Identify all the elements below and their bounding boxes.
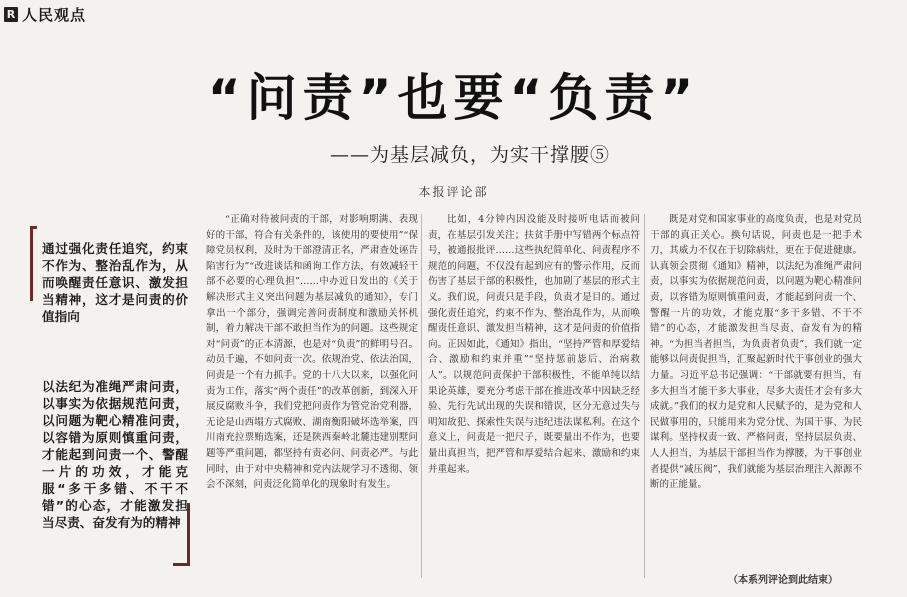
- byline: 本报评论部: [418, 185, 489, 199]
- column-1-text: “正确对待被问责的干部，对影响期满、表现好的干部，符合有关条件的，该使用的要使用”“保障党员权利，及时为干部澄清正名，严肃查处诬告陷害行为”“改进谈话和函询工作方法，有效减轻干部不必要的心理负担”……中办近日发出的《关于解决形式主义突出问题为基层减负的通知》，专门拿出一个部分，强调完善问责制度和激励关怀机制，着力解决干部不敢担当作为的问题。这些规定对“问责”的正本清源，也是对“负责”的鲜明号召。动员千遍，不如问责一次。依规治党、依法治国，问责是一个有力抓手。党的十八大以来，以强化问责为工作，落实“两个责任”的改革创新，到深入开展反腐败斗争，我们党把问责作为管党治党利器，无论是山西塌方式腐败、湖南衡阳破坏选举案，四川南充拉票贿选案，还是陕西秦岭北麓违建别墅问题等严重问题，都坚持有责必问、问责必严。与此同时，由于对中央精神和党内法规学习不透彻、领会不深刻，问责泛化简单化的现象时有发生。: [206, 214, 418, 491]
- logo: [4, 4, 86, 25]
- subhead: ——为基层减负，为实干撑腰⑤: [330, 144, 611, 166]
- pull-quote-sidebar: [30, 226, 190, 566]
- article-column-3: [650, 212, 862, 564]
- pull-quote-2: 以法纪为准绳严肃问责，以事实为依据规范问责，以问题为靶心精准问责，以容错为原则慎重问责，才能起到问责一个、警醒一片的功效，才能克服“多干多错、不干不错”的心态，才能激发担当尽责、奋发有为的精神: [42, 379, 188, 530]
- column-2-text: 比如，4分钟内因没能及时接听电话而被问责，在基层引发关注；扶贫手册中写错两个标点符号，被通报批评……这些执纪简单化、问责程序不规范的问题，不仅没有起到应有的警示作用，反而伤害了基层干部的积极性，也加剧了基层的形式主义。我们说，问责只是手段，负责才是目的。通过强化责任追究，约束不作为、整治乱作为，从而唤醒责任意识、激发担当精神，这才是问责的价值指向。正因如此，《通知》指出，“坚持严管和厚爱结合、激励和约束并重”“坚持惩前毖后、治病救人”。以规范问责保护干部积极性，不能单纯以结果论英雄，要充分考虑干部在推进改革中因缺乏经验、先行先试出现的失误和错误，区分无意过失与明知故犯、探索性失误与违纪违法谋私利。在这个意义上，问责是一把尺子，既要量出不作为，也要量出真担当，把严管和厚爱结合起来、激励和约束并重起来。: [428, 214, 640, 475]
- logo-mark: R: [4, 7, 18, 22]
- column-divider: [421, 214, 422, 578]
- frame-corner-top-left: [30, 226, 37, 301]
- article-column-1: [206, 212, 418, 580]
- column-3-text: 既是对党和国家事业的高度负责，也是对党员干部的真正关心。换句话说，问责也是一把手术刀，其威力不仅在于切除病灶，更在于促进健康。认真领会贯彻《通知》精神，以法纪为准绳严肃问责，以事实为依据规范问责，以问题为靶心精准问责，以容错为原则慎重问责，才能起到问责一个、警醒一片的功效，才能克服“多干多错、不干不错”的心态，才能激发担当尽责、奋发有为的精神。“为担当者担当，为负责者负责”，我们就一定能够以问责促担当，汇聚起新时代干事创业的强大力量。习近平总书记强调：“干部就要有担当，有多大担当才能干多大事业，尽多大责任才会有多大成就。”我们的权力是党和人民赋予的，是为党和人民做事用的，只能用来为党分忧、为国干事、为民谋利。坚持权责一致、严格问责，坚持层层负责、人人担当，为基层干部担当作为撑腰，为干事创业者提供“减压阀”，我们就能为基层治理注入源源不断的正能量。: [650, 214, 862, 491]
- headline: “问责”也要“负责”: [207, 69, 700, 127]
- logo-text: 人民观点: [22, 6, 87, 24]
- column-divider: [644, 214, 645, 578]
- pull-quote-1: 通过强化责任追究，约束不作为、整治乱作为，从而唤醒责任意识、激发担当精神，这才是问责的价值指向: [42, 241, 188, 324]
- article-column-2: [428, 212, 640, 580]
- series-end-note: （本系列评论到此结束）: [728, 575, 838, 586]
